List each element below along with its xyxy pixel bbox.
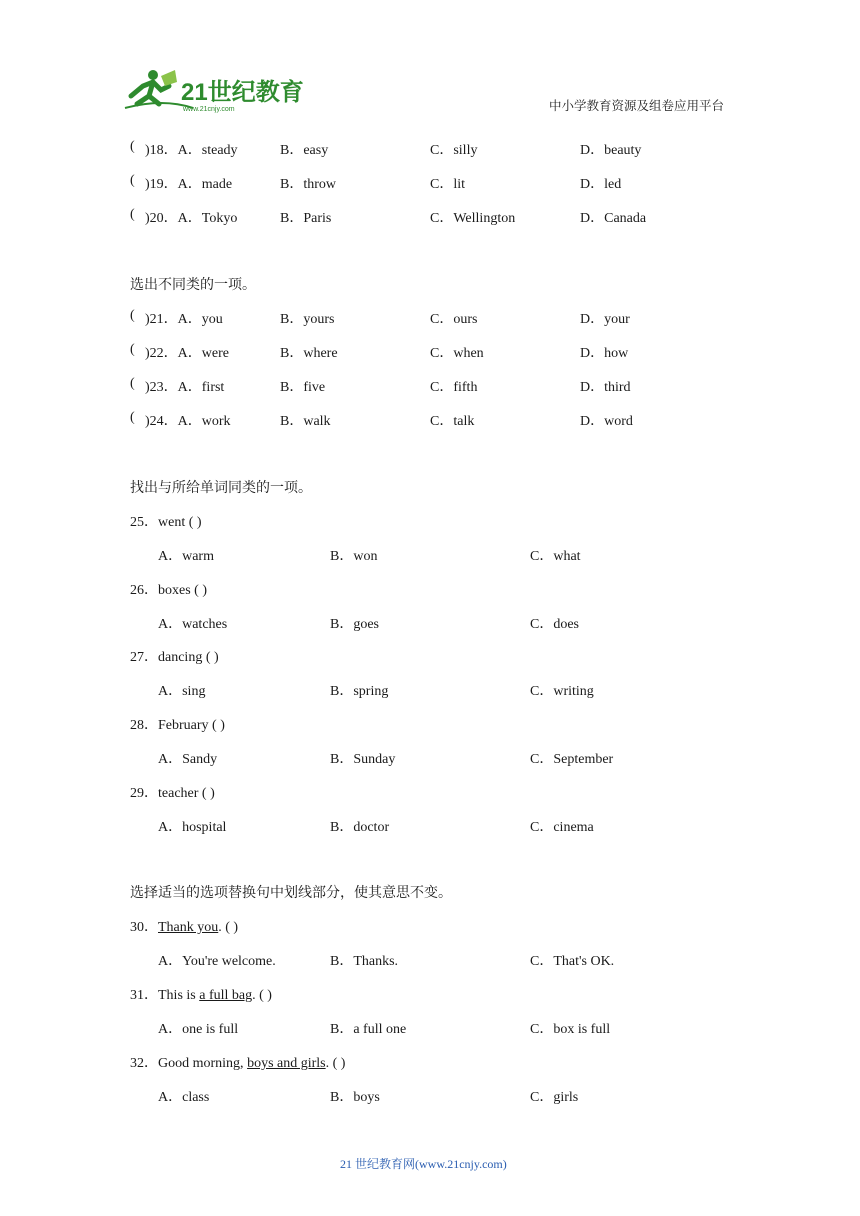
q31-stem-prefix: 31．This is bbox=[130, 988, 200, 1003]
q30-stem-prefix: 30． bbox=[130, 920, 158, 935]
q27-option-a: A．sing bbox=[158, 684, 206, 699]
q21-option-d: D．your bbox=[580, 312, 630, 327]
q24-option-d: D．word bbox=[580, 414, 633, 429]
q19-option-b: B．throw bbox=[280, 177, 336, 192]
section-heading-same-category: 找出与所给单词同类的一项。 bbox=[130, 481, 312, 496]
q18-paren: ( bbox=[130, 139, 135, 154]
q30-stem-suffix: . ( ) bbox=[218, 920, 239, 935]
q32-stem-suffix: . ( ) bbox=[325, 1056, 346, 1071]
q26-stem: 26．boxes ( ) bbox=[130, 583, 207, 598]
q29-option-c: C．cinema bbox=[530, 820, 594, 835]
section-heading-odd-one-out: 选出不同类的一项。 bbox=[130, 278, 256, 293]
q32-option-b: B．boys bbox=[330, 1090, 380, 1105]
q31-option-b: B．a full one bbox=[330, 1022, 407, 1037]
q25-stem: 25．went ( ) bbox=[130, 515, 202, 530]
q24-option-a: )24．A．work bbox=[145, 414, 231, 429]
q19-paren: ( bbox=[130, 173, 135, 188]
q27-option-c: C．writing bbox=[530, 684, 594, 699]
footer-link[interactable]: 21 世纪教育网(www.21cnjy.com) bbox=[340, 1157, 507, 1171]
q26-option-b: B．goes bbox=[330, 617, 379, 632]
q21-option-a: )21．A．you bbox=[145, 312, 223, 327]
q31-option-a: A．one is full bbox=[158, 1022, 239, 1037]
q25-option-c: C．what bbox=[530, 549, 581, 564]
q27-stem: 27．dancing ( ) bbox=[130, 650, 219, 665]
logo-text: 21世纪教育 bbox=[181, 79, 304, 106]
q21-option-b: B．yours bbox=[280, 312, 335, 327]
q32-stem-prefix: 32．Good morning, bbox=[130, 1056, 248, 1071]
q28-stem: 28．February ( ) bbox=[130, 718, 225, 733]
q23-paren: ( bbox=[130, 376, 135, 391]
q22-option-c: C．when bbox=[430, 346, 484, 361]
q26-option-a: A．watches bbox=[158, 617, 228, 632]
q22-option-b: B．where bbox=[280, 346, 338, 361]
q19-option-d: D．led bbox=[580, 177, 622, 192]
q28-option-b: B．Sunday bbox=[330, 752, 396, 767]
q23-option-a: )23．A．first bbox=[145, 380, 225, 395]
q30-option-c: C．That's OK. bbox=[530, 954, 615, 969]
q20-option-b: B．Paris bbox=[280, 211, 332, 226]
q23-option-d: D．third bbox=[580, 380, 631, 395]
q29-option-a: A．hospital bbox=[158, 820, 227, 835]
q30-stem bbox=[130, 916, 238, 936]
q24-option-c: C．talk bbox=[430, 414, 475, 429]
q32-underlined: boys and girls bbox=[247, 1056, 326, 1071]
q31-stem bbox=[130, 984, 272, 1004]
q18-option-c: C．silly bbox=[430, 143, 478, 158]
q27-option-b: B．spring bbox=[330, 684, 389, 699]
q20-paren: ( bbox=[130, 207, 135, 222]
q24-paren: ( bbox=[130, 410, 135, 425]
q18-option-a: )18．A．steady bbox=[145, 143, 238, 158]
q21-paren: ( bbox=[130, 308, 135, 323]
q18-option-d: D．beauty bbox=[580, 143, 642, 158]
q21-option-c: C．ours bbox=[430, 312, 478, 327]
q24-option-b: B．walk bbox=[280, 414, 331, 429]
q31-option-c: C．box is full bbox=[530, 1022, 611, 1037]
q31-stem-suffix: . ( ) bbox=[252, 988, 272, 1003]
q20-option-c: C．Wellington bbox=[430, 211, 516, 226]
q29-stem: 29．teacher ( ) bbox=[130, 786, 215, 801]
logo bbox=[123, 68, 304, 114]
q23-option-c: C．fifth bbox=[430, 380, 478, 395]
q20-option-d: D．Canada bbox=[580, 211, 647, 226]
q31-underlined: a full bag bbox=[199, 988, 253, 1003]
q26-option-c: C．does bbox=[530, 617, 579, 632]
q18-option-b: B．easy bbox=[280, 143, 329, 158]
q22-paren: ( bbox=[130, 342, 135, 357]
q29-option-b: B．doctor bbox=[330, 820, 390, 835]
logo-url: www.21cnjy.com bbox=[183, 106, 235, 113]
q19-option-a: )19．A．made bbox=[145, 177, 233, 192]
q30-underlined: Thank you bbox=[158, 920, 219, 935]
section-heading-replace-underlined: 选择适当的选项替换句中划线部分，使其意思不变。 bbox=[130, 886, 452, 901]
q32-option-a: A．class bbox=[158, 1090, 210, 1105]
q22-option-a: )22．A．were bbox=[145, 346, 229, 361]
q25-option-a: A．warm bbox=[158, 549, 214, 564]
q32-stem bbox=[130, 1052, 345, 1072]
q22-option-d: D．how bbox=[580, 346, 629, 361]
q30-option-b: B．Thanks. bbox=[330, 954, 399, 969]
q25-option-b: B．won bbox=[330, 549, 378, 564]
q23-option-b: B．five bbox=[280, 380, 326, 395]
q28-option-a: A．Sandy bbox=[158, 752, 218, 767]
q20-option-a: )20．A．Tokyo bbox=[145, 211, 238, 226]
q28-option-c: C．September bbox=[530, 752, 614, 767]
q19-option-c: C．lit bbox=[430, 177, 466, 192]
q30-option-a: A．You're welcome. bbox=[158, 954, 276, 969]
header-platform-text: 中小学教育资源及组卷应用平台 bbox=[549, 99, 725, 113]
q32-option-c: C．girls bbox=[530, 1090, 579, 1105]
